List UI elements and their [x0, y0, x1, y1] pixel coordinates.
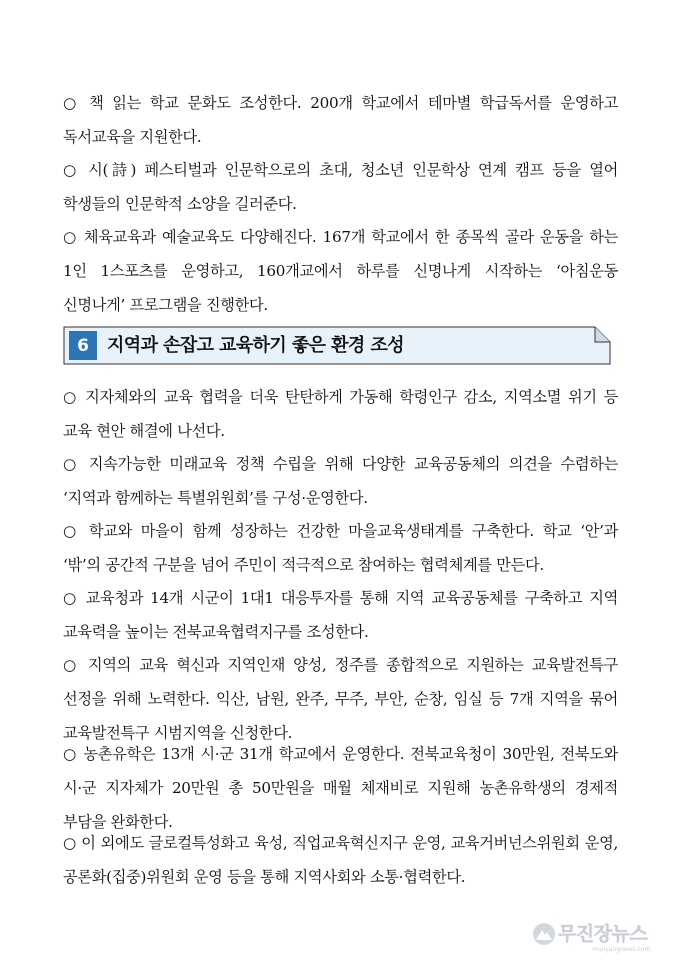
paragraph-cooperation-district: ○ 교육청과 14개 시군이 1대1 대응투자를 통해 지역 교육공동체를 구축하고 지역 교육력을 높이는 전북교육협력지구를 조성한다.: [63, 589, 618, 641]
paragraph-rural-study: ○ 농촌유학은 13개 시·군 31개 학교에서 운영한다. 전북교육청이 30만원, 전북도와 시·군 지자체가 20만원 총 50만원을 매월 체재비로 지원해 농촌유학생의 경제적 부담을 완화한다.: [63, 745, 618, 831]
paragraph-humanities: ○ 시(詩) 페스티벌과 인문학으로의 초대, 청소년 인문학상 연계 캠프 등을 열어 학생들의 인문학적 소양을 길러준다.: [63, 161, 618, 213]
watermark: [532, 918, 672, 952]
section-title: 지역과 손잡고 교육하기 좋은 환경 조성: [107, 335, 404, 356]
section-number-badge: 6: [69, 331, 97, 360]
watermark-url: muinjangnews.com: [592, 946, 651, 953]
mountain-logo-icon: [532, 922, 556, 946]
watermark-text: 무진장뉴스: [558, 923, 648, 945]
paragraph-special-committee: ○ 지속가능한 미래교육 정책 수립을 위해 다양한 교육공동체의 의견을 수렴하는 ‘지역과 함께하는 특별위원회’를 구성·운영한다.: [63, 455, 618, 507]
paragraph-village-education: ○ 학교와 마을이 함께 성장하는 건강한 마을교육생태계를 구축한다. 학교 ‘안’과 ‘밖’의 공간적 구분을 넘어 주민이 적극적으로 참여하는 협력체계를 만든다.: [63, 522, 618, 574]
section-heading: [63, 326, 611, 365]
paragraph-development-zone: ○ 지역의 교육 혁신과 지역인재 양성, 정주를 종합적으로 지원하는 교육발전특구 선정을 위해 노력한다. 익산, 남원, 완주, 무주, 부안, 순창, 임실 등 7개 지역을 묶어 교육발전특구 시범지역을 신청한다.: [63, 656, 618, 742]
paragraph-local-cooperation: ○ 지자체와의 교육 협력을 더욱 탄탄하게 가동해 학령인구 감소, 지역소멸 위기 등 교육 현안 해결에 나선다.: [63, 388, 618, 440]
paragraph-sports-arts: ○ 체육교육과 예술교육도 다양해진다. 167개 학교에서 한 종목씩 골라 운동을 하는 1인 1스포츠를 운영하고, 160개교에서 하루를 신명나게 시작하는 ‘아침운동 신명나게’ 프로그램을 진행한다.: [63, 228, 618, 314]
paragraph-other-initiatives: ○ 이 외에도 글로컬특성화고 육성, 직업교육혁신지구 운영, 교육거버넌스위원회 운영, 공론화(집중)위원회 운영 등을 통해 지역사회와 소통·협력한다.: [63, 834, 618, 886]
paragraph-reading-culture: ○ 책 읽는 학교 문화도 조성한다. 200개 학교에서 테마별 학급독서를 운영하고 독서교육을 지원한다.: [63, 94, 618, 146]
